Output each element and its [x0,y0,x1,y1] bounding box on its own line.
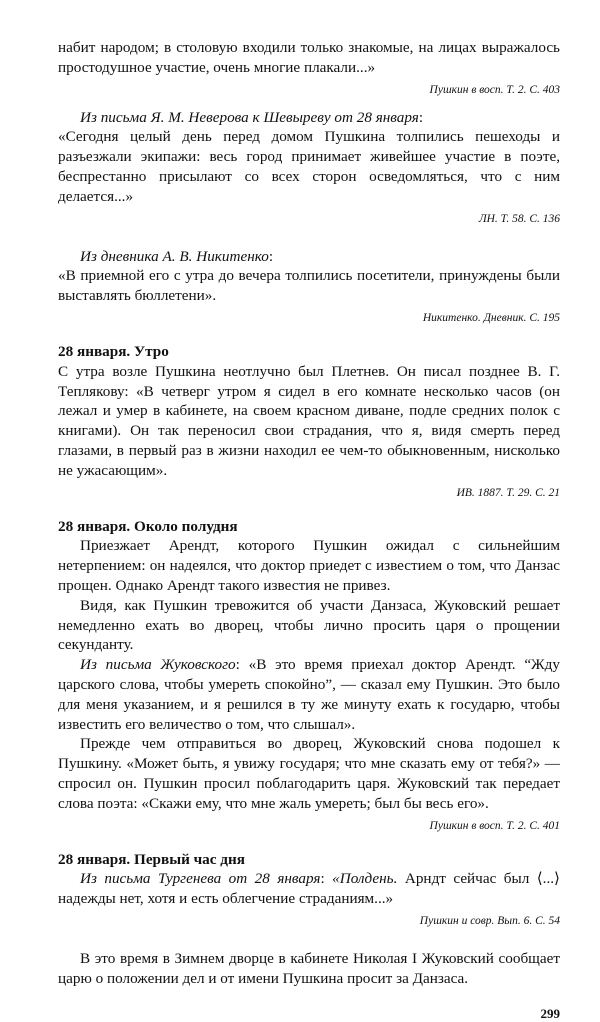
section-paragraph: Из письма Жуковского: «В это время приехал доктор Арендт. “Жду царского слова, чтобы умереть спокойно”, — сказал ему Пушкин. Это было для меня указанием, и я решился в ту же минуту ехать к государю, чтобы известить его величество о том, что слышал». [58,656,560,733]
source-citation: ЛН. Т. 58. С. 136 [478,212,560,225]
section-paragraph: Видя, как Пушкин тревожится об участи Данзаса, Жуковский решает немедленно ехать во дворец, чтобы лично просить царя о прощении секунданту. [58,596,560,654]
page-number: 299 [540,1006,560,1022]
quote-label: Из письма Я. М. Неверова к Шевырeву от 28 января [80,108,419,126]
source-citation: Никитенко. Дневник. С. 195 [422,311,560,324]
quote-paragraph: «В приемной его с утра до вечера толпились посетители, принуждены были выставлять бюллетени». [58,267,560,305]
section-heading: 28 января. Первый час дня [58,850,245,868]
quote-label: Из письма Тургенева от 28 января [80,870,321,888]
section-paragraph: Из письма Тургенева от 28 января: «Полдень. Арндт сейчас был ⟨...⟩ надежды нет, хотя и есть облегчение страданиям...» [58,870,560,908]
section-heading: 28 января. Около полудня [58,517,238,535]
quote-paragraph: «Сегодня целый день перед домом Пушкина толпились пешеходы и разъезжали экипажи: весь город принимает живейшее участие в поэте, беспрестанно присылают со всех сторон осведомляться, что с ним делается...» [58,128,560,205]
section-heading: 28 января. Утро [58,342,169,360]
quote-italic-text: «Полдень. [332,870,398,888]
paragraph-continued: набит народом; в столовую входили только знакомые, на лицах выражалось простодушное участие, очень многие плакали...» [58,39,560,76]
section-paragraph: С утра возле Пушкина неотлучно был Плетнев. Он писал позднее В. Г. Теплякову: «В четверг утром я сидел в его комнате несколько часов (он лежал и умер в кабинете, на своем красном диване, подле средних полок с книгами). Он так переносил свои страдания, что я, видя смерть перед глазами, в первый раз в жизни находил ее чем-то обыкновенным, нисколько не ужасающим». [58,362,560,479]
source-citation: Пушкин и совр. Вып. 6. С. 54 [419,914,560,927]
source-citation: Пушкин в восп. Т. 2. С. 401 [429,819,560,832]
source-citation: Пушкин в восп. Т. 2. С. 403 [429,83,560,96]
quote-text: «В это время приехал доктор Арендт. “Жду царского слова, чтобы умереть спокойно”, — сказал ему Пушкин. Это было для меня указанием, и я решился в ту же минуту ехать к государю, чтобы известить его величество о том, что слышал». [58,656,560,733]
quote-text: Арндт сейчас был ⟨...⟩ надежды нет, хотя и есть облегчение страданиям...» [58,870,560,908]
quote-label: Из дневника А. В. Никитенко [80,247,269,265]
source-citation: ИВ. 1887. Т. 29. С. 21 [456,486,560,499]
quote-intro-neverov: Из письма Я. М. Неверова к Шевырeву от 28 января: [80,108,424,126]
section-paragraph: Приезжает Арендт, которого Пушкин ожидал с сильнейшим нетерпением: он надеялся, что доктор приедет с известием о том, что Данзас прощен. Однако Арендт такого известия не привез. [58,537,560,594]
section-paragraph: Прежде чем отправиться во дворец, Жуковский снова подошел к Пушкину. «Может быть, я увижу государя; что мне сказать ему от тебя?» — спросил он. Пушкин просил поблагодарить царя. Жуковский так передает слова поэта: «Скажи ему, что мне жаль умереть; был бы весь его». [58,735,560,812]
final-paragraph: В это время в Зимнем дворце в кабинете Николая I Жуковский сообщает царю о положении дел и от имени Пушкина просит за Данзаса. [58,949,560,987]
quote-label: Из письма Жуковского [80,656,236,674]
quote-intro-nikitenko: Из дневника А. В. Никитенко: [80,247,274,265]
